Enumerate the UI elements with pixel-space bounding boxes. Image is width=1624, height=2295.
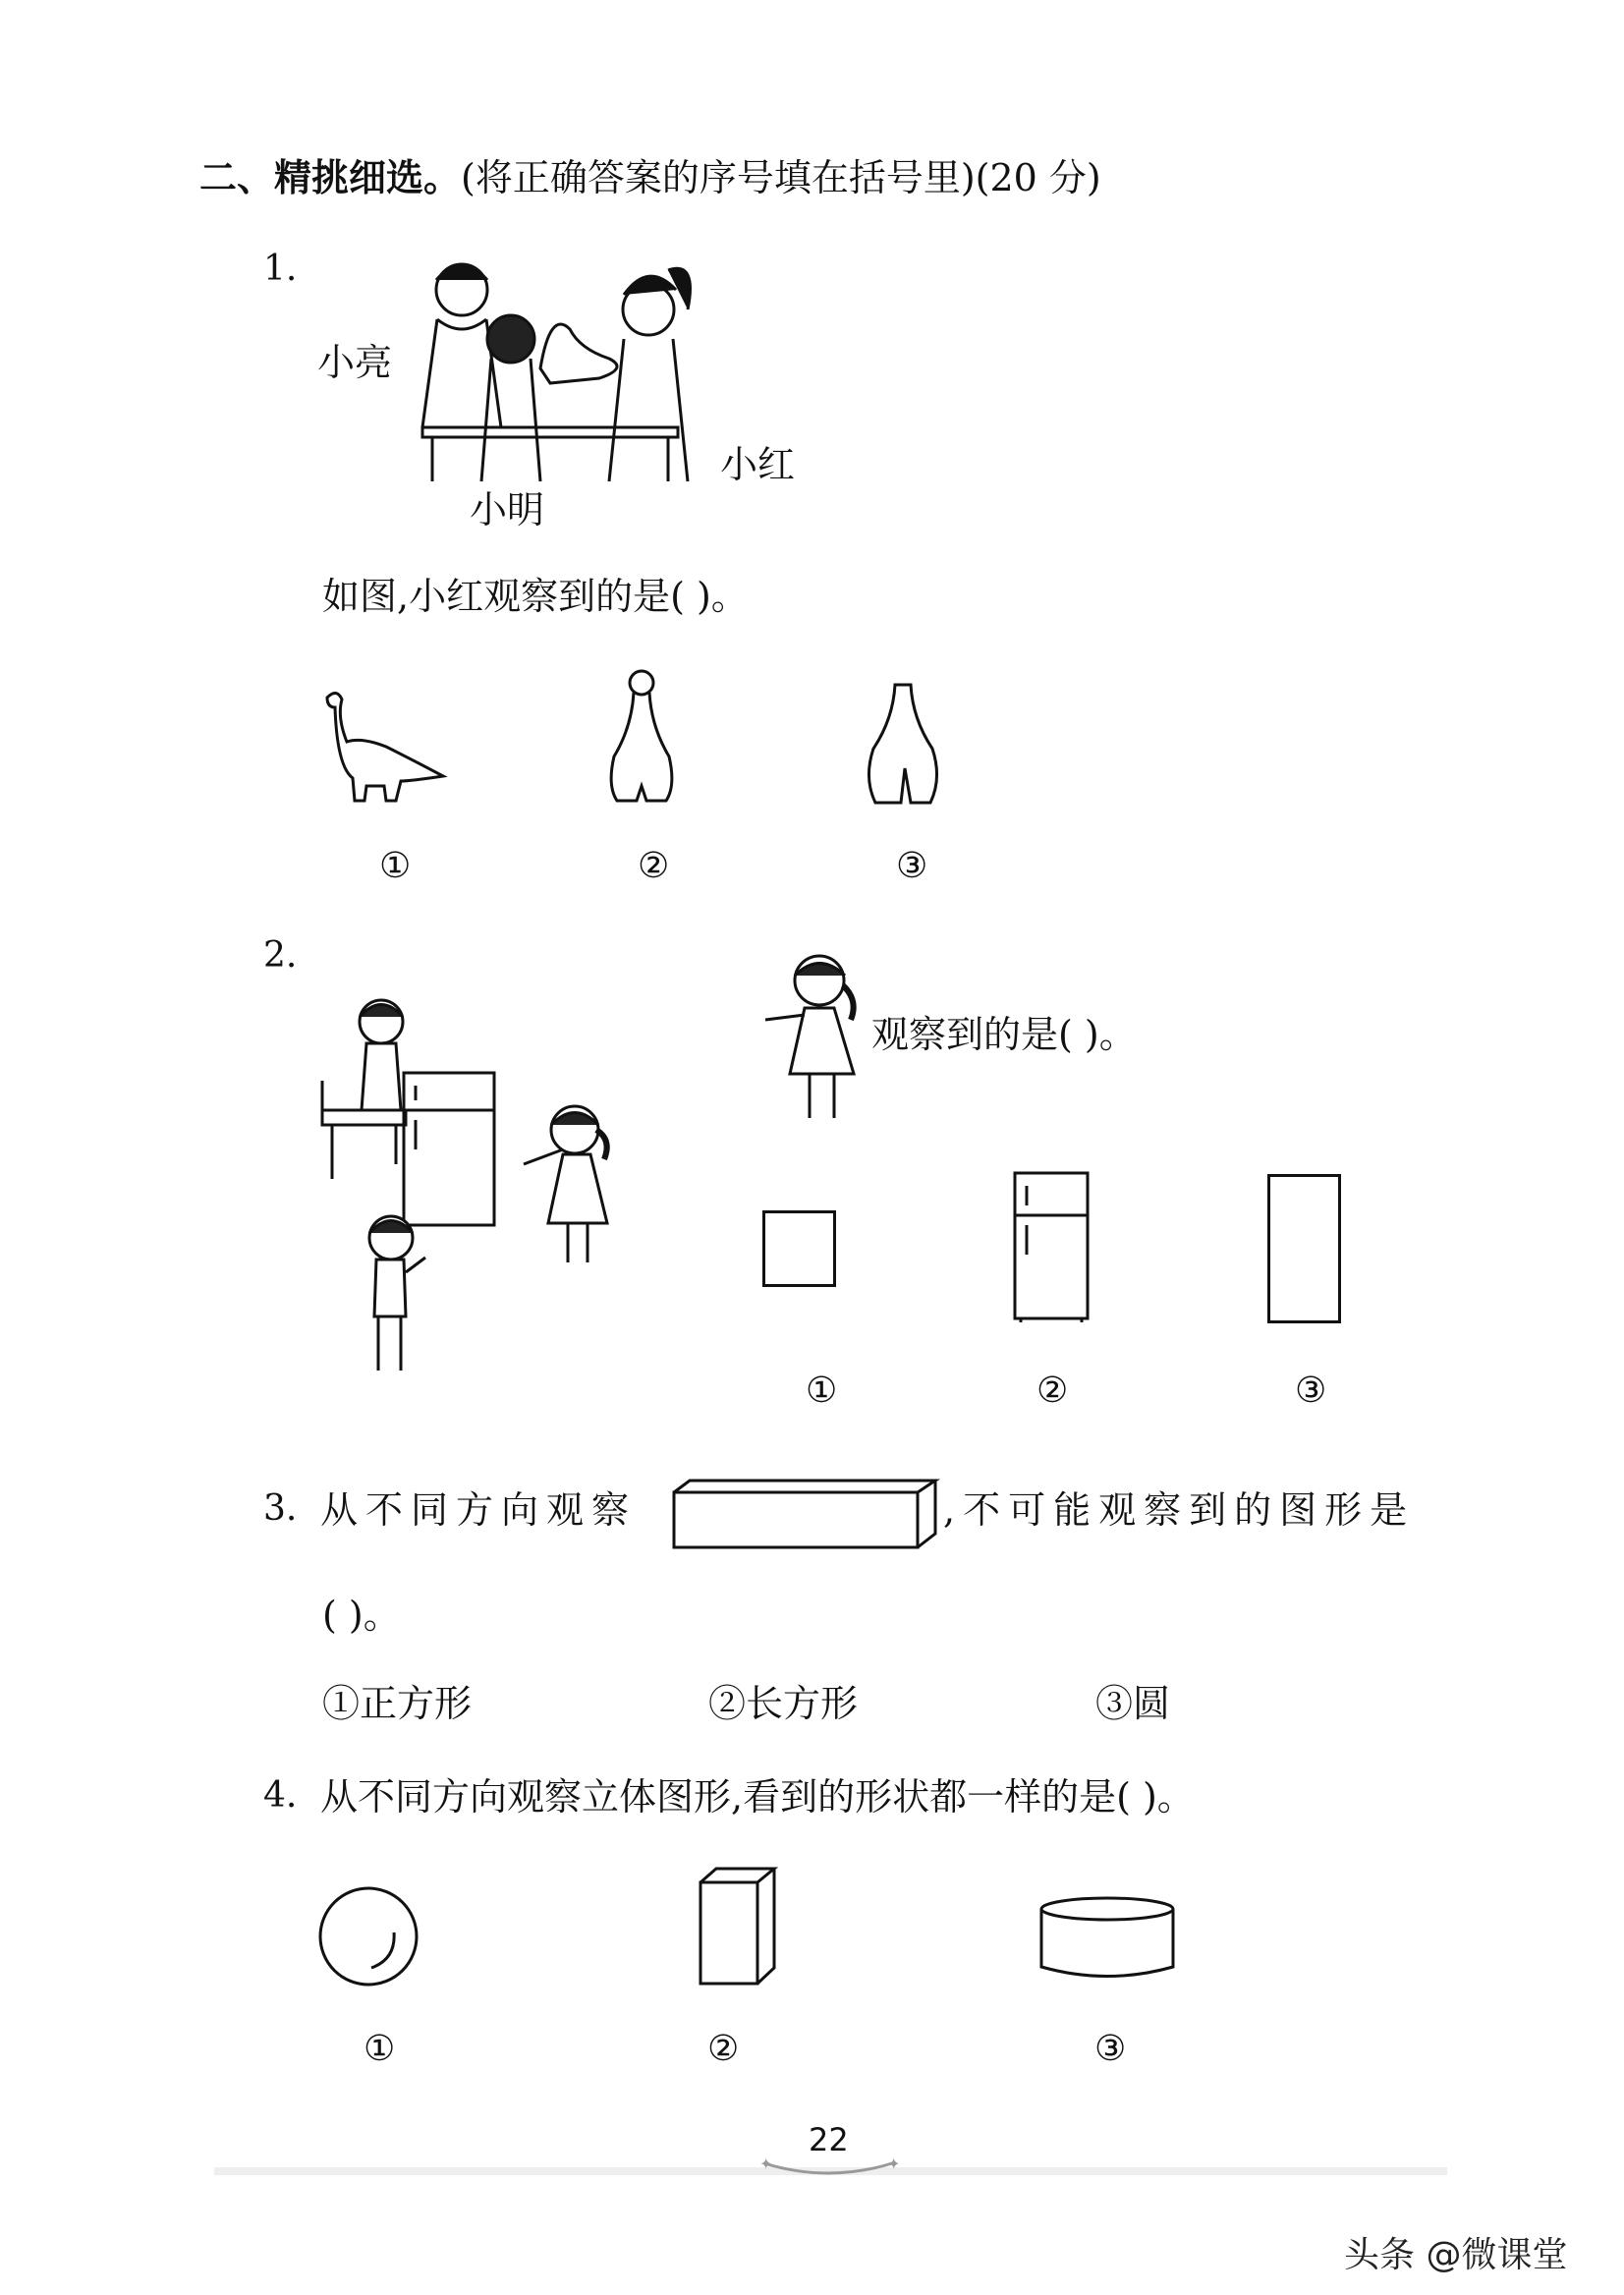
q1-question: 如图,小红观察到的是( )。 bbox=[322, 575, 749, 618]
q3-option-3: ③圆 bbox=[1095, 1682, 1171, 1725]
q2-number: 2. bbox=[263, 935, 298, 976]
q3-question-part2: ,不可能观察到的图形是 bbox=[943, 1488, 1416, 1532]
q4-number: 4. bbox=[263, 1775, 298, 1816]
label-xiaoming: 小明 bbox=[470, 488, 545, 532]
q4-option-1: ① bbox=[364, 2029, 396, 2069]
dinosaur-side-view-icon bbox=[317, 688, 445, 806]
cuboid-illustration bbox=[672, 1479, 939, 1549]
q2-option-2: ② bbox=[1036, 1371, 1069, 1411]
page-number: 22 bbox=[809, 2121, 849, 2158]
section-instruction: (将正确答案的序号填在括号里)(20 分) bbox=[461, 156, 1101, 199]
tall-rectangle-shape bbox=[1267, 1174, 1341, 1323]
label-xiaoliang: 小亮 bbox=[317, 341, 393, 384]
q3-answer-blank: ( )。 bbox=[322, 1594, 401, 1637]
dinosaur-front-view-icon bbox=[602, 668, 681, 806]
q2-question: 观察到的是( )。 bbox=[871, 1013, 1137, 1056]
q1-option-2: ② bbox=[638, 846, 670, 886]
q1-number: 1. bbox=[263, 249, 298, 289]
label-xiaohong: 小红 bbox=[720, 443, 796, 486]
svg-text:✦: ✦ bbox=[759, 2155, 773, 2173]
q4-question: 从不同方向观察立体图形,看到的形状都一样的是( )。 bbox=[320, 1775, 1195, 1819]
q2-scene-illustration bbox=[317, 992, 642, 1380]
page-ornament-divider bbox=[214, 2154, 1447, 2183]
cylinder-icon bbox=[1038, 1895, 1176, 1982]
girl-observer-illustration bbox=[760, 951, 873, 1123]
sphere-icon bbox=[317, 1885, 420, 1987]
q1-option-1: ① bbox=[379, 846, 412, 886]
q1-option-3: ③ bbox=[896, 846, 928, 886]
q3-question-part1: 从不同方向观察 bbox=[320, 1488, 638, 1532]
q3-number: 3. bbox=[263, 1488, 298, 1529]
square-shape bbox=[762, 1210, 836, 1287]
watermark: 头条 @微课堂 bbox=[1344, 2235, 1568, 2275]
q2-option-1: ① bbox=[806, 1371, 838, 1411]
fridge-front-icon bbox=[1013, 1171, 1090, 1323]
section-heading bbox=[199, 156, 1101, 199]
q4-option-2: ② bbox=[707, 2029, 740, 2069]
section-title: 二、精挑细选。 bbox=[199, 156, 462, 199]
q2-option-3: ③ bbox=[1295, 1371, 1327, 1411]
q3-option-2: ②长方形 bbox=[708, 1682, 859, 1725]
q1-children-illustration bbox=[403, 251, 727, 486]
svg-text:✦: ✦ bbox=[887, 2155, 901, 2173]
cuboid-upright-icon bbox=[699, 1867, 777, 1987]
dinosaur-back-view-icon bbox=[864, 680, 942, 808]
q3-option-1: ①正方形 bbox=[322, 1682, 473, 1725]
q4-option-3: ③ bbox=[1094, 2029, 1127, 2069]
